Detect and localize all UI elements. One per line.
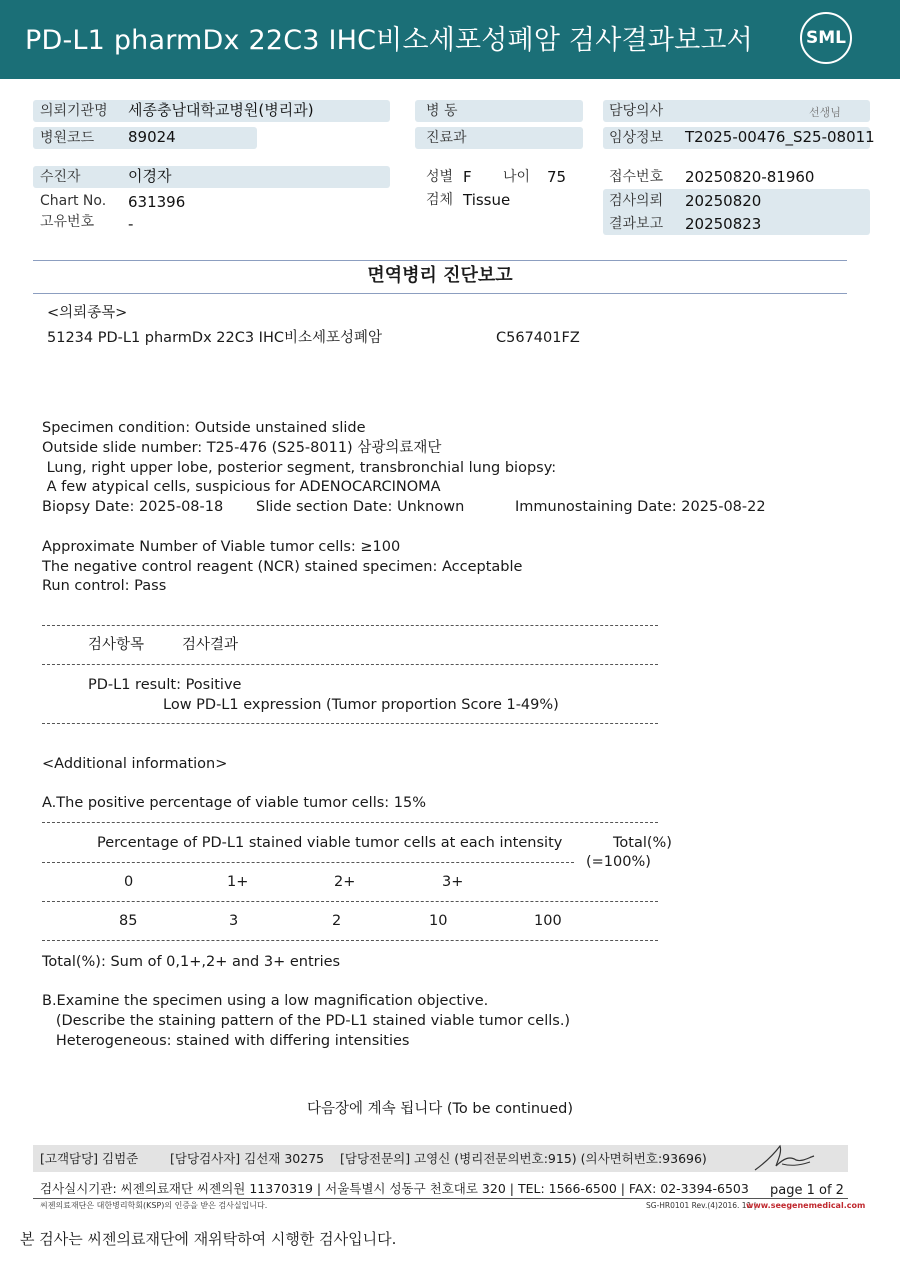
website-link[interactable]: www.seegenemedical.com bbox=[746, 1201, 866, 1210]
receipt-label: 접수번호 bbox=[609, 169, 664, 185]
chart-label: Chart No. bbox=[40, 193, 107, 209]
slide-date: Slide section Date: Unknown bbox=[256, 499, 465, 515]
report-line: A few atypical cells, suspicious for ADENOCARCINOMA bbox=[42, 479, 441, 495]
clinical-value: T2025-00476_S25-08011 bbox=[685, 128, 875, 146]
order-code: C567401FZ bbox=[496, 330, 580, 346]
positive-percentage: A.The positive percentage of viable tumor cells: 15% bbox=[42, 795, 427, 811]
report-line: Run control: Pass bbox=[42, 578, 167, 594]
intensity-label: 2+ bbox=[334, 874, 356, 890]
report-date-value: 20250823 bbox=[685, 215, 762, 233]
dept-label: 진료과 bbox=[426, 130, 467, 146]
cert-note: 씨젠의료재단은 대한병리학회(KSP)의 인증을 받은 검사실입니다. bbox=[40, 1201, 268, 1210]
bottom-note: 본 검사는 씨젠의료재단에 재위탁하여 시행한 검사입니다. bbox=[20, 1230, 397, 1248]
age-value: 75 bbox=[547, 168, 567, 186]
intensity-value: 2 bbox=[332, 913, 342, 929]
page-number: page 1 of 2 bbox=[770, 1183, 844, 1198]
specimen-label: 검체 bbox=[426, 192, 454, 208]
biopsy-date: Biopsy Date: 2025-08-18 bbox=[42, 499, 224, 515]
patient-row bbox=[33, 166, 390, 188]
b-line: (Describe the staining pattern of the PD-L1 stained viable tumor cells.) bbox=[42, 1013, 571, 1029]
clinical-label: 임상정보 bbox=[609, 130, 664, 146]
request-label: 검사의뢰 bbox=[609, 193, 664, 209]
report-line: Outside slide number: T25-476 (S25-8011) 삼광의료재단 bbox=[42, 440, 442, 456]
intensity-value: 85 bbox=[119, 913, 138, 929]
immuno-date: Immunostaining Date: 2025-08-22 bbox=[515, 499, 766, 515]
b-line: Heterogeneous: stained with differing intensities bbox=[42, 1033, 410, 1049]
dashed-divider bbox=[42, 664, 658, 665]
sml-logo: SML bbox=[800, 12, 852, 64]
sex-label: 성별 bbox=[426, 169, 454, 185]
continued-note: 다음장에 계속 됩니다 (To be continued) bbox=[306, 1101, 574, 1117]
intensity-table-header: Percentage of PD-L1 stained viable tumor cells at each intensity bbox=[97, 835, 563, 851]
report-line: The negative control reagent (NCR) stained specimen: Acceptable bbox=[42, 559, 523, 575]
order-item: 51234 PD-L1 pharmDx 22C3 IHC비소세포성폐암 bbox=[47, 330, 383, 346]
request-value: 20250820 bbox=[685, 192, 762, 210]
intensity-value: 3 bbox=[229, 913, 239, 929]
institution-label: 의뢰기관명 bbox=[40, 103, 108, 119]
section-divider-bottom bbox=[33, 293, 847, 294]
staff-line: [고객담당] 김범준 [담당검사자] 김선재 30275 [담당전문의] 고영신 (병리전문의번호:915) (의사면허번호:93696) bbox=[40, 1151, 707, 1166]
hospital-code-value: 89024 bbox=[128, 128, 176, 146]
age-label: 나이 bbox=[503, 169, 531, 185]
dashed-divider bbox=[42, 723, 658, 724]
dashed-divider bbox=[42, 862, 574, 863]
receipt-value: 20250820-81960 bbox=[685, 168, 815, 186]
report-date-label: 결과보고 bbox=[609, 216, 664, 232]
report-title: PD-L1 pharmDx 22C3 IHC비소세포성폐암 검사결과보고서 bbox=[25, 25, 753, 56]
intensity-label: 1+ bbox=[227, 874, 249, 890]
dashed-divider bbox=[42, 940, 658, 941]
dashed-divider bbox=[42, 901, 658, 902]
ward-label: 병 동 bbox=[426, 103, 458, 119]
dashed-divider bbox=[42, 625, 658, 626]
intensity-label: 0 bbox=[124, 874, 134, 890]
section-title: 면역병리 진단보고 bbox=[367, 265, 513, 286]
dashed-divider bbox=[42, 822, 658, 823]
form-code: SG-HR0101 Rev.(4)2016. 11 | bbox=[646, 1201, 757, 1210]
intensity-total-header: Total(%) bbox=[613, 835, 672, 851]
report-line: Approximate Number of Viable tumor cells: ≥100 bbox=[42, 539, 401, 555]
sex-value: F bbox=[463, 168, 472, 186]
total-note: Total(%): Sum of 0,1+,2+ and 3+ entries bbox=[42, 954, 341, 970]
doctor-label: 담당의사 bbox=[609, 103, 664, 119]
patient-label: 수진자 bbox=[40, 169, 81, 185]
order-header: <의뢰종목> bbox=[47, 305, 128, 321]
pdl1-result: PD-L1 result: Positive bbox=[88, 677, 242, 693]
hospital-code-label: 병원코드 bbox=[40, 130, 95, 146]
b-line: B.Examine the specimen using a low magnification objective. bbox=[42, 993, 489, 1009]
institution-line: 검사실시기관: 씨젠의료재단 씨젠의원 11370319 | 서울특별시 성동구 천호대로 320 | TEL: 1566-6500 | FAX: 02-3394-6503 bbox=[40, 1181, 749, 1196]
institution-value: 세종충남대학교병원(병리과) bbox=[128, 101, 314, 119]
intensity-total-value: 100 bbox=[534, 913, 562, 929]
col-item-header: 검사항목 bbox=[88, 637, 145, 653]
footer-divider bbox=[33, 1198, 848, 1199]
section-divider-top bbox=[33, 260, 847, 261]
patient-value: 이경자 bbox=[128, 167, 172, 185]
col-result-header: 검사결과 bbox=[182, 637, 239, 653]
unique-value: - bbox=[128, 215, 134, 233]
intensity-value: 10 bbox=[429, 913, 448, 929]
intensity-total-note: (=100%) bbox=[586, 854, 651, 870]
doctor-suffix: 선생님 bbox=[809, 106, 841, 119]
specimen-value: Tissue bbox=[463, 191, 511, 209]
chart-value: 631396 bbox=[128, 193, 186, 211]
unique-label: 고유번호 bbox=[40, 214, 95, 230]
report-line: Lung, right upper lobe, posterior segment, transbronchial lung biopsy: bbox=[42, 460, 557, 476]
pdl1-expression: Low PD-L1 expression (Tumor proportion Score 1-49%) bbox=[163, 697, 559, 713]
intensity-label: 3+ bbox=[442, 874, 464, 890]
report-line: Specimen condition: Outside unstained slide bbox=[42, 420, 366, 436]
additional-header: <Additional information> bbox=[42, 756, 228, 772]
report-header bbox=[0, 0, 900, 79]
signature-icon bbox=[752, 1142, 818, 1174]
